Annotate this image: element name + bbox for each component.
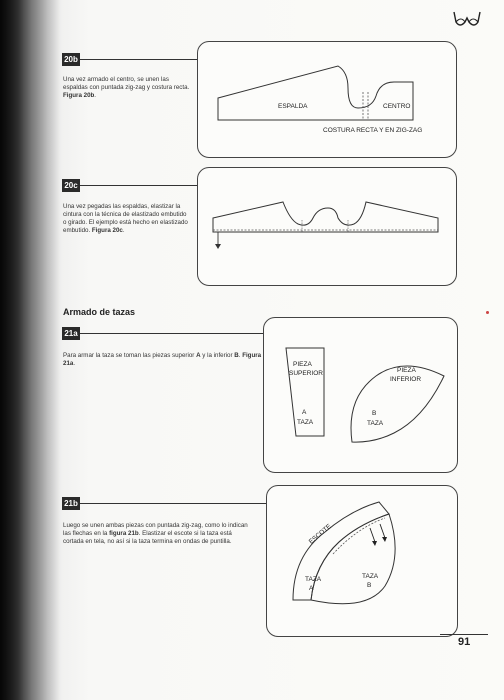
caption-21a: Para armar la taza se toman las piezas superior A y la inferior B. Figura 21a. bbox=[63, 352, 262, 367]
label-taza-b-21b-2: B bbox=[367, 582, 372, 589]
label-escote: ESCOTE bbox=[307, 522, 333, 546]
step-tag-21b: 21b bbox=[62, 497, 80, 510]
figure-21b-drawing bbox=[267, 486, 457, 636]
leader-line-20c bbox=[80, 185, 210, 186]
book-spine-shadow bbox=[0, 0, 60, 700]
caption-20b: Una vez armado el centro, se unen las espaldas con puntada zig-zag y costura recta. Figura 20b. bbox=[63, 76, 190, 99]
label-espalda: ESPALDA bbox=[278, 103, 308, 110]
page-number-rule bbox=[440, 634, 488, 635]
arrow-icon bbox=[370, 524, 387, 546]
page-number: 91 bbox=[458, 636, 471, 648]
red-mark bbox=[486, 311, 489, 314]
label-taza-a-21b-2: A bbox=[309, 585, 314, 592]
label-pieza-superior-1: PIEZA bbox=[293, 361, 312, 368]
label-taza-a: TAZA bbox=[297, 419, 314, 426]
step-tag-20c: 20c bbox=[62, 179, 80, 192]
label-centro: CENTRO bbox=[383, 103, 411, 110]
figure-20c-drawing bbox=[198, 168, 456, 285]
label-pieza-inferior-2: INFERIOR bbox=[390, 376, 422, 383]
section-title: Armado de tazas bbox=[63, 307, 136, 317]
caption-21b: Luego se unen ambas piezas con puntada zig-zag, como lo indican las flechas en la figura 21b. Elastizar el escote si la taza está cortada en tela, no así si la taza termina en ondas de puntilla. bbox=[63, 522, 248, 545]
figure-panel-20b bbox=[197, 41, 457, 158]
leader-line-21a bbox=[80, 333, 280, 334]
bra-icon bbox=[452, 8, 482, 30]
figure-panel-20c bbox=[197, 167, 457, 286]
label-taza-b: TAZA bbox=[367, 420, 384, 427]
leader-line-20b bbox=[80, 59, 210, 60]
label-taza-a-21b-1: TAZA bbox=[305, 576, 322, 583]
label-b: B bbox=[372, 410, 377, 417]
figure-21a-drawing bbox=[264, 318, 457, 472]
figure-panel-21a bbox=[263, 317, 458, 473]
label-a: A bbox=[302, 409, 307, 416]
label-pieza-superior-2: SUPERIOR bbox=[289, 370, 323, 377]
label-pieza-inferior-1: PIEZA bbox=[397, 367, 416, 374]
step-tag-21a: 21a bbox=[62, 327, 80, 340]
leader-line-21b bbox=[80, 503, 280, 504]
caption-20c: Una vez pegadas las espaldas, elastizar la cintura con la técnica de elastizado embutido o girado. El ejemplo está hecho en elastizado embutido. Figura 20c. bbox=[63, 203, 188, 234]
figure-20b-drawing bbox=[198, 42, 456, 157]
label-costura: COSTURA RECTA Y EN ZIG-ZAG bbox=[323, 127, 423, 134]
figure-panel-21b bbox=[266, 485, 458, 637]
label-taza-b-21b-1: TAZA bbox=[362, 573, 379, 580]
step-tag-20b: 20b bbox=[62, 53, 80, 66]
